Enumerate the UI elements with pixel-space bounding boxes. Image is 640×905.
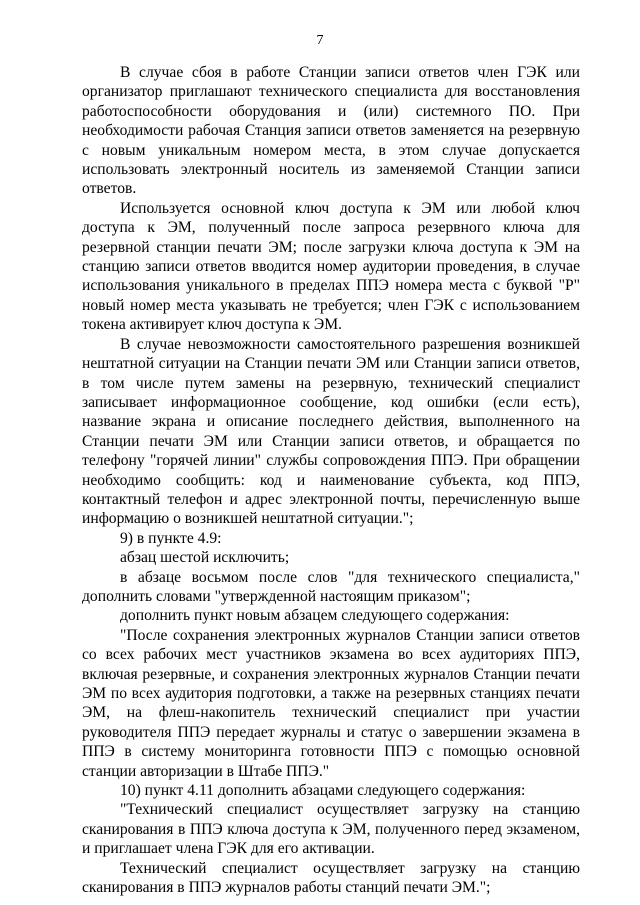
paragraph: 9) в пункте 4.9: xyxy=(120,529,222,547)
paragraph: в абзаце восьмом после слов "для технического специалиста," дополнить словами "утвержденной настоящим приказом"; xyxy=(82,568,580,605)
paragraph: абзац шестой исключить; xyxy=(120,549,290,567)
paragraph: 10) пункт 4.11 дополнить абзацами следующего содержания: xyxy=(120,782,526,800)
paragraph: В случае невозможности самостоятельного разрешения возникшей нештатной ситуации на Станции печати ЭМ или Станции записи ответов, в том числе путем замены на резервную, технический специалист записывает информационное сообщение, код ошибки (если есть), название экрана и описание последнего действия, выполненного на Станции печати ЭМ или Станции записи ответов, и обращается по телефону "горячей линии" службы сопровождения ППЭ. При обращении необходимо сообщить: код и наименование субъекта, код ППЭ, контактный телефон и адрес электронной почты, перечисленную выше информацию о возникшей нештатной ситуации."; xyxy=(82,335,580,528)
page-number: 7 xyxy=(316,33,324,48)
paragraph: Используется основной ключ доступа к ЭМ или любой ключ доступа к ЭМ, полученный после запроса резервного ключа для резервной станции печати ЭМ; после загрузки ключа доступа к ЭМ на станцию записи ответов вводится номер аудитории проведения, в случае использования уникального в пределах ППЭ номера места с буквой "Р" новый номер места указывать не требуется; член ГЭК с использованием токена активирует ключ доступа к ЭМ. xyxy=(82,199,580,334)
document-body xyxy=(82,63,580,897)
paragraph: Технический специалист осуществляет загрузку на станцию сканирования в ППЭ журналов работы станций печати ЭМ."; xyxy=(82,859,580,897)
paragraph: В случае сбоя в работе Станции записи ответов член ГЭК или организатор приглашают технического специалиста для восстановления работоспособности оборудования и (или) системного ПО. При необходимости рабочая Станция записи ответов заменяется на резервную с новым уникальным номером места, в этом случае допускается использовать электронный носитель из заменяемой Станции записи ответов. xyxy=(82,64,580,198)
paragraph: "Технический специалист осуществляет загрузку на станцию сканирования в ППЭ ключа доступа к ЭМ, полученного перед экзаменом, и приглашает члена ГЭК для его активации. xyxy=(82,801,580,858)
paragraph: дополнить пункт новым абзацем следующего содержания: xyxy=(120,607,510,625)
paragraph: "После сохранения электронных журналов Станции записи ответов со всех рабочих мест участников экзамена во всех аудиториях ППЭ, включая резервные, и сохранения электронных журналов Станции печати ЭМ по всех аудитория подготовки, а также на резервных станциях печати ЭМ, на флеш-накопитель технический специалист при участии руководителя ППЭ передает журналы и статус о завершении экзамена в ППЭ в систему мониторинга готовности ППЭ с помощью основной станции авторизации в Штабе ППЭ." xyxy=(82,626,580,780)
